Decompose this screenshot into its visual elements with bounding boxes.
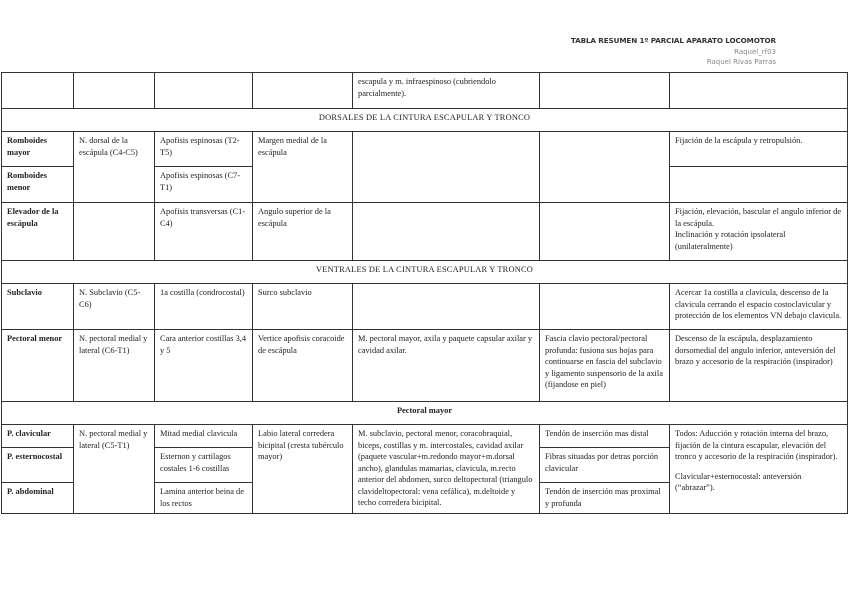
table-row [2, 73, 848, 109]
cell-observaciones: Fibras situadas por detras porción clavicular [540, 448, 670, 483]
cell-accion: Fijación de la escápula y retropulsión. [670, 132, 848, 167]
cell-insercion: Surco subclavio [253, 284, 353, 330]
cell-accion [670, 425, 848, 514]
section-row [2, 402, 848, 425]
cell-inervacion: N. pectoral medial y lateral (C6-T1) [74, 330, 155, 402]
muscle-name: P. esternocostal [2, 448, 74, 483]
cell-accion: Descenso de la escápula, desplazamiento dorsomedial del angulo inferior, anteversión del brazo y accesorio de la respiración (inspirador) [670, 330, 848, 402]
section-row [2, 109, 848, 132]
cell-relaciones: M. subclavio, pectoral menor, coracobraquial, biceps, costillas y m. intercostales, cavidad axilar (paquete vascular+m.redondo mayor+m.dorsal ancho), glandulas mamarias, clavicula, m.recto anterior del abdomen, surco deltopectoral (triangulo clavideltopectoral: vena cefálica), m.deltoide y techo corredera bicipital. [353, 425, 540, 514]
table-row [2, 425, 848, 448]
accion-line: Todos: Aducción y rotación interna del brazo, fijación de la cintura escapular, elevación del tronco y accesorio de la respiración (inspirador). [675, 429, 838, 461]
table-row [2, 284, 848, 330]
cell-origen: Apofisis espinosas (C7-T1) [155, 167, 253, 203]
document-title: TABLA RESUMEN 1º PARCIAL APARATO LOCOMOTOR [570, 36, 776, 45]
cell-inervacion: N. Subclavio (C5-C6) [74, 284, 155, 330]
section-title-pectoral-mayor: Pectoral mayor [2, 402, 848, 425]
table-row [2, 330, 848, 402]
cell-insercion: escapula y m. infraespinoso (cubriendolo parcialmente). [353, 73, 540, 109]
muscle-name: Romboides mayor [2, 132, 74, 167]
document-author: Raquel Rivas Parras [706, 58, 776, 66]
cell-origen: Cara anterior costillas 3,4 y 5 [155, 330, 253, 402]
section-row [2, 261, 848, 284]
cell-accion [670, 203, 848, 261]
muscle-name: Subclavio [2, 284, 74, 330]
muscle-name: P. clavicular [2, 425, 74, 448]
cell-observaciones: Tendón de inserción mas distal [540, 425, 670, 448]
cell-observaciones: Tendón de inserción mas proximal y profunda [540, 483, 670, 514]
cell-origen: 1a costilla (condrocostal) [155, 284, 253, 330]
cell-insercion: Labio lateral corredera bicipital (cresta tubérculo mayor) [253, 425, 353, 514]
cell-inervacion: N. dorsal de la escápula (C4-C5) [74, 132, 155, 203]
accion-line: Inclinación y rotación ipsolateral (unilateralmente) [675, 230, 786, 251]
muscle-name: Pectoral menor [2, 330, 74, 402]
cell-origen: Esternon y cartilagos costales 1-6 costillas [155, 448, 253, 483]
cell-origen: Lamina anterior beina de los rectos [155, 483, 253, 514]
cell-origen: Apofisis transversas (C1-C4) [155, 203, 253, 261]
document-header [571, 36, 776, 68]
accion-line: Clavicular+esternocostal: anteversión (“abrazar”). [675, 471, 802, 492]
section-title-dorsales: DORSALES DE LA CINTURA ESCAPULAR Y TRONCO [2, 109, 848, 132]
muscle-name: P. abdominal [2, 483, 74, 514]
cell-insercion: Angulo superior de la escápula [253, 203, 353, 261]
cell-insercion: Margen medial de la escápula [253, 132, 353, 203]
table-row [2, 132, 848, 167]
cell-insercion: Vertice apofisis coracoide de escápula [253, 330, 353, 402]
cell-inervacion: N. pectoral medial y lateral (C5-T1) [74, 425, 155, 514]
cell-accion: Acercar 1a costilla a clavicula, descenso de la clavicula cerrando el espacio costoclavicular y protección de los elementos VN debajo clavicula. [670, 284, 848, 330]
muscle-name: Elevador de la escápula [2, 203, 74, 261]
muscle-name: Romboides menor [2, 167, 74, 203]
document-code: Raquel_rf03 [734, 47, 776, 56]
cell-origen: Apofisis espinosas (T2-T5) [155, 132, 253, 167]
cell-origen: Mitad medial clavicula [155, 425, 253, 448]
cell-observaciones: Fascia clavio pectoral/pectoral profunda: fusiona sus hojas para continuarse en fascia del subclavio y ligamento suspensorio de la axila (fijandose en piel) [540, 330, 670, 402]
cell-relaciones: M. pectoral mayor, axila y paquete capsular axilar y cavidad axilar. [353, 330, 540, 402]
table-row [2, 203, 848, 261]
accion-line: Fijación, elevación, bascular el angulo inferior de la escápula. [675, 207, 842, 228]
summary-table [1, 72, 848, 514]
section-title-ventrales: VENTRALES DE LA CINTURA ESCAPULAR Y TRONCO [2, 261, 848, 284]
